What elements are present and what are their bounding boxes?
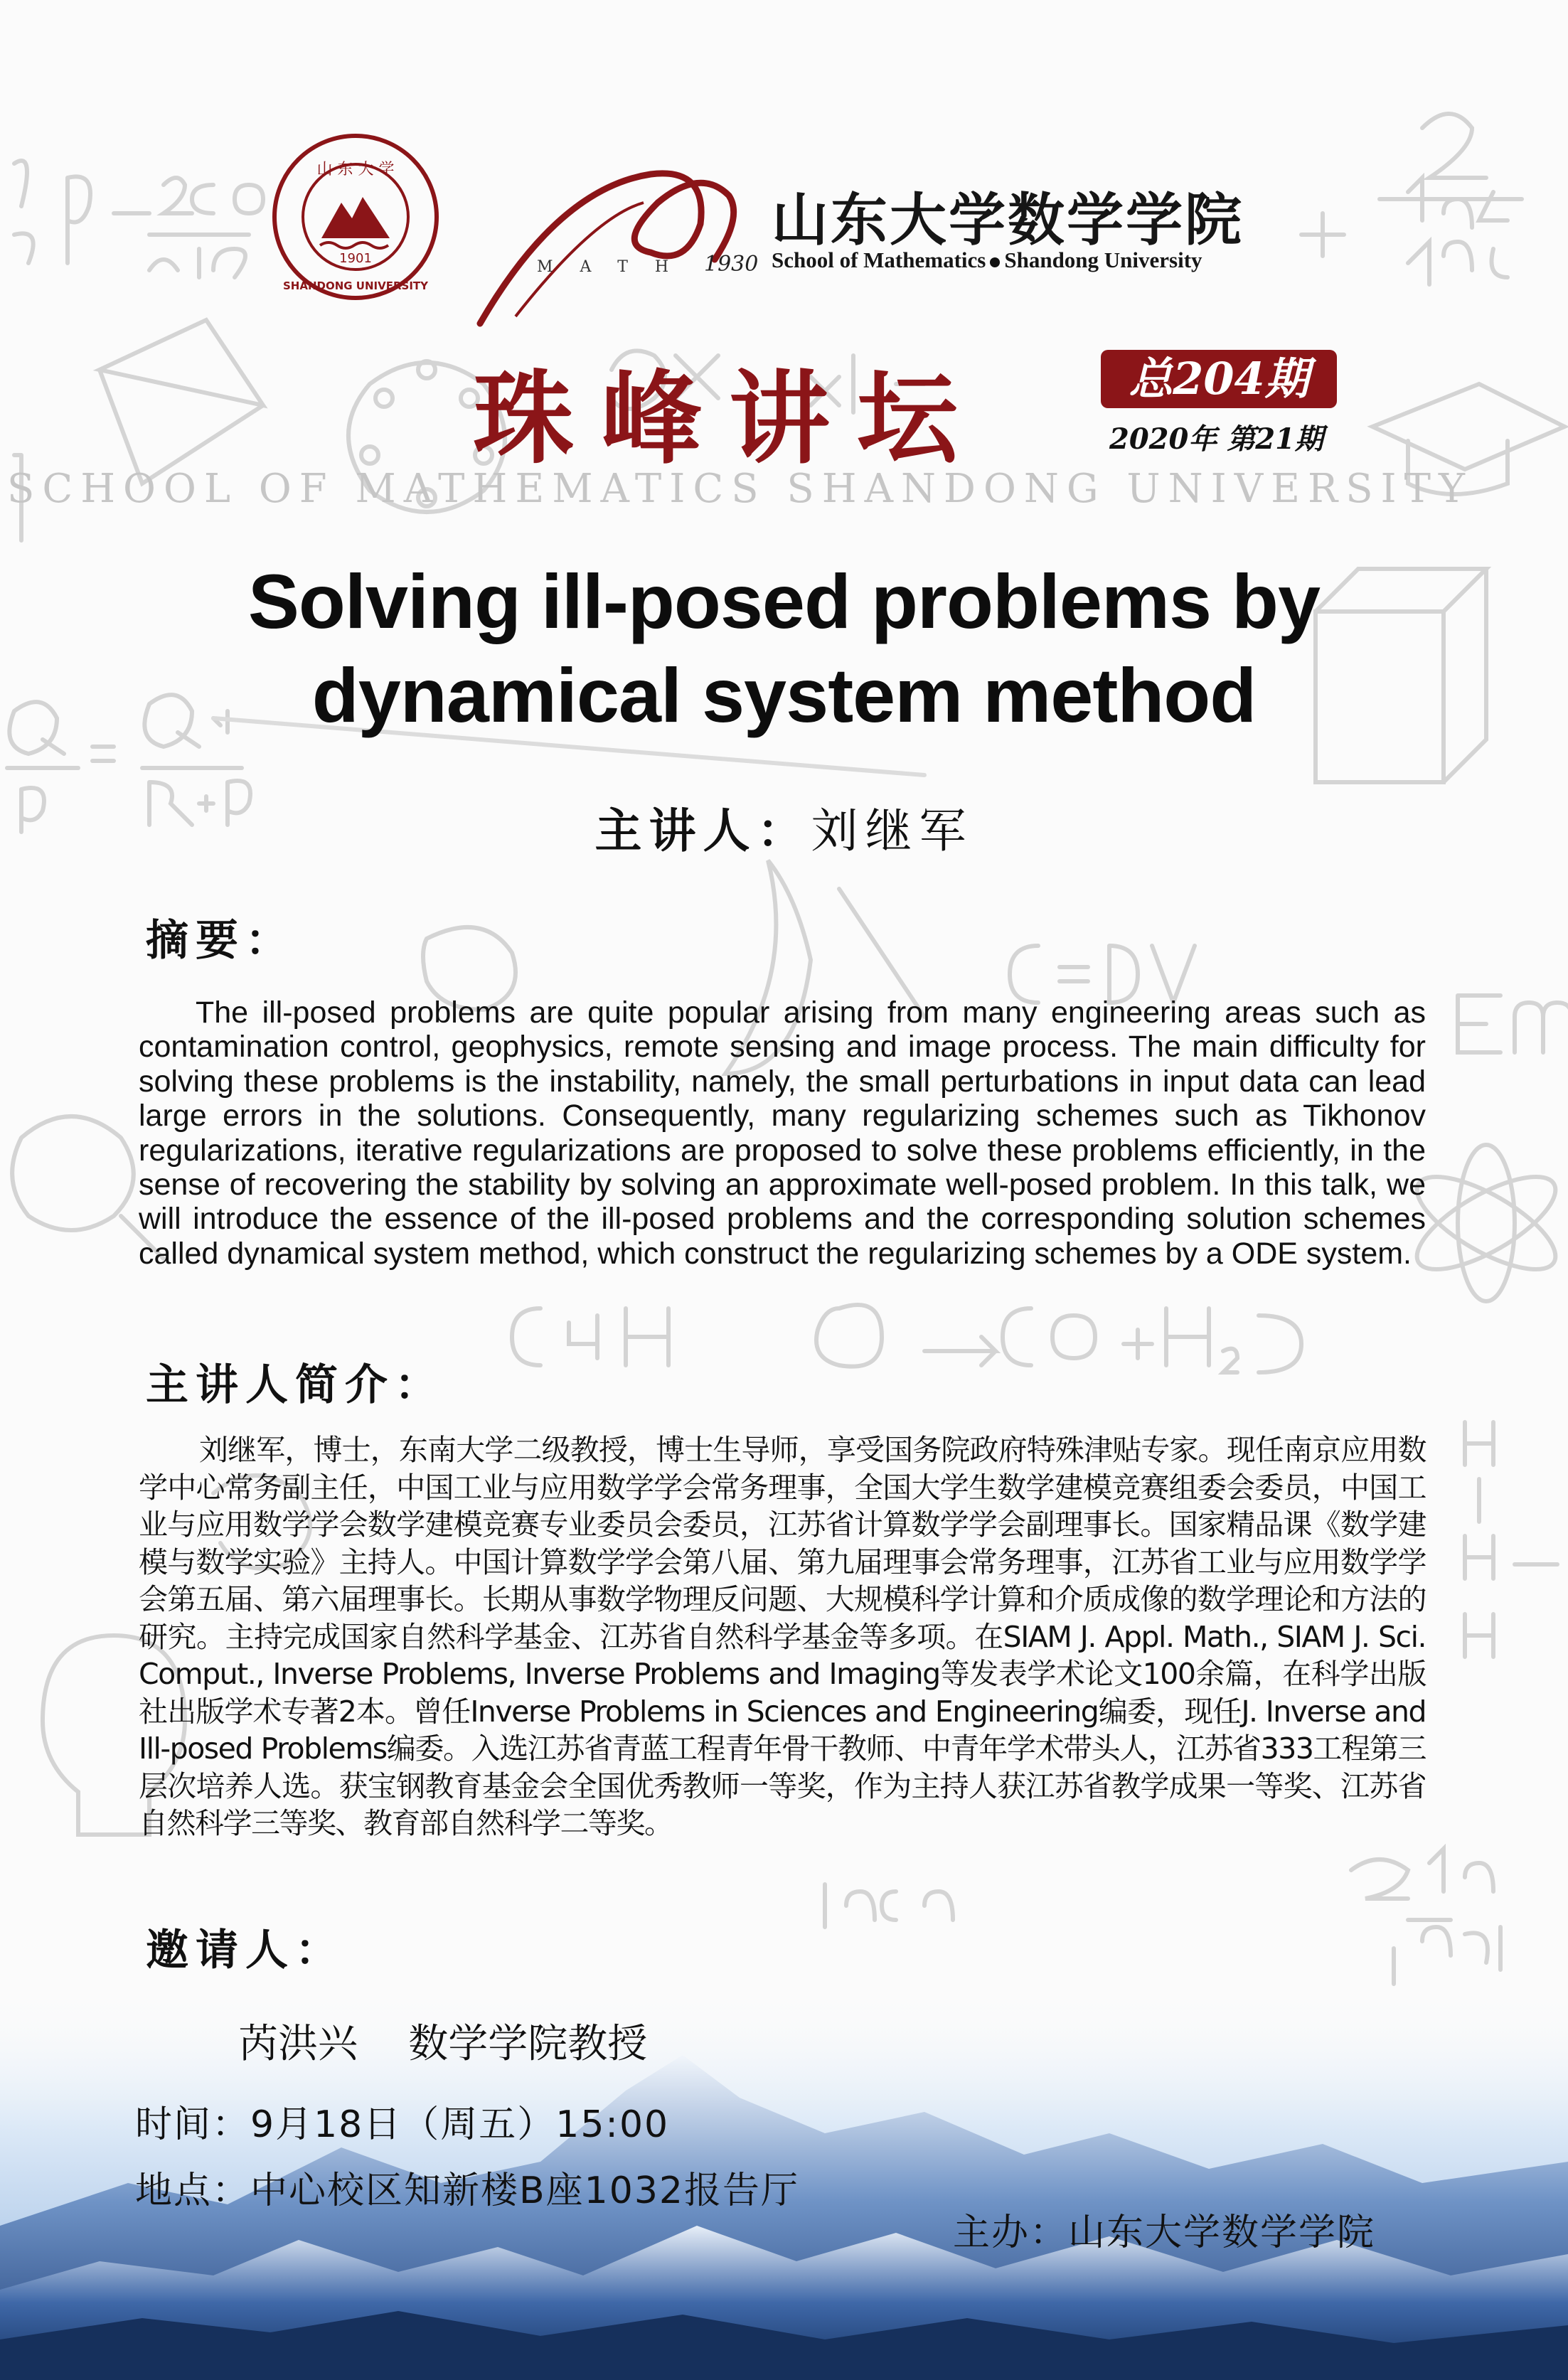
speaker-line bbox=[0, 793, 1568, 860]
separator-dot-icon bbox=[990, 257, 1000, 267]
math-logo-year: 1930 bbox=[704, 252, 759, 277]
school-name-chinese: 山东大学数学学院 bbox=[772, 186, 1244, 253]
abstract-text: The ill-posed problems are quite popular arising from many engineering areas such as contamination control, geophysics, remote sensing and image process. The main difficulty for solving these problems is the instability, namely, the small perturbations in input data can lead large errors in the solutions. Consequently, many regularizing schemes such as Tikhonov regularizations, iterative regularizations are proposed to solve these problems efficiently, in the sense of recovering the stability by solving an approximate well-posed problem. In this talk, we will introduce the essence of the ill-posed problems and the corresponding solution schemes called dynamical system method, which construct the regularizing schemes by a ODE system. bbox=[139, 996, 1426, 1271]
math-script-logo bbox=[473, 146, 772, 331]
inviter-title: 数学学院教授 bbox=[408, 2021, 648, 2067]
inviter-heading: 邀请人： bbox=[146, 1926, 345, 1975]
bio-text: 刘继军，博士，东南大学二级教授，博士生导师，享受国务院政府特殊津贴专家。现任南京应用数学中心常务副主任，中国工业与应用数学学会常务理事，全国大学生数学建模竞赛组委会委员，中国工业与应用数学学会数学建模竞赛专业委员会委员，江苏省计算数学学会副理事长。国家精品课《数学建模与数学实验》主持人。中国计算数学学会第八届、第九届理事会常务理事，江苏省工业与应用数学学会第五届、第六届理事长。长期从事数学物理反问题、大规模科学计算和介质成像的数学理论和方法的研究。主持完成国家自然科学基金、江苏省自然科学基金等多项。在SIAM J. Appl. Math., SIAM J. Sci. Comput., Inverse Problems, Inverse Problems and Imaging等发表学术论文100余篇，在科学出版社出版学术专著2本。曾任Inverse Problems in Sciences and Engineering编委，现任J. Inverse and Ill-posed Problems编委。入选江苏省青蓝工程青年骨干教师、中青年学术带头人，江苏省333工程第三层次培养人选。获宝钢教育基金会全国优秀教师一等奖，作为主持人获江苏省教学成果一等奖、江苏省自然科学三等奖、教育部自然科学二等奖。 bbox=[139, 1433, 1426, 1840]
talk-title: Solving ill-posed problems by dynamical system method bbox=[247, 558, 1321, 738]
event-place: 地点：中心校区知新楼B座1032报告厅 bbox=[135, 2170, 800, 2212]
abstract-heading: 摘要： bbox=[146, 916, 295, 966]
school-name-english-right: Shandong University bbox=[1004, 247, 1202, 272]
school-banner-text: SCHOOL OF MATHEMATICS SHANDONG UNIVERSITY bbox=[7, 466, 1473, 512]
issue-year-number: 2020年 第21期 bbox=[1109, 422, 1323, 456]
school-name-english-left: School of Mathematics bbox=[772, 247, 986, 272]
svg-text:1901: 1901 bbox=[339, 251, 372, 266]
school-name-english bbox=[772, 247, 1202, 273]
event-time: 时间：9月18日（周五）15:00 bbox=[135, 2103, 670, 2146]
bio-heading: 主讲人简介： bbox=[146, 1360, 444, 1410]
inviter-name: 芮洪兴 bbox=[238, 2021, 358, 2067]
math-logo-label: MATH bbox=[537, 258, 696, 276]
lecture-series-title: 珠峰讲坛 bbox=[473, 360, 985, 478]
svg-text:SHANDONG UNIVERSITY: SHANDONG UNIVERSITY bbox=[282, 279, 429, 292]
svg-text:山 东 大 学: 山 东 大 学 bbox=[316, 161, 395, 178]
event-host: 主办：山东大学数学学院 bbox=[953, 2211, 1376, 2254]
speaker-label: 主讲人： bbox=[594, 803, 811, 858]
shandong-university-seal bbox=[270, 132, 441, 302]
speaker-name: 刘继军 bbox=[811, 804, 974, 858]
issue-total-badge: 总204期 bbox=[1101, 350, 1337, 408]
inviter-line bbox=[238, 2012, 647, 2069]
